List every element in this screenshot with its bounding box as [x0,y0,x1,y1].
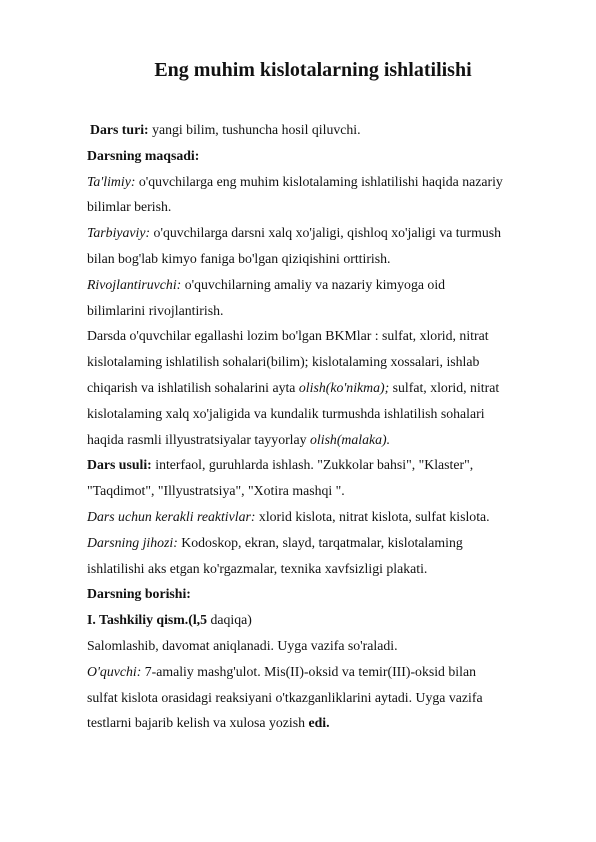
text-dars-usuli-cont: "Taqdimot", "Illyustratsiya", "Xotira mashqi ". [87,483,345,499]
text-oquvchi-cont-1: sulfat kislota orasidagi reaksiyani o'tkazganliklarini aytadi. Uyga vazifa [87,689,483,705]
label-dars-usuli: Dars usuli: [87,457,152,473]
text-rivojlantiruvchi-cont: bilimlarini rivojlantirish. [87,302,224,318]
line-oquvchi-cont-1 [87,685,557,711]
line-bkm-3 [87,375,557,401]
line-dars-usuli [87,452,557,478]
text-tarbiyaviy-cont: bilan bog'lab kimyo faniga bo'lgan qiziqishini orttirish. [87,250,391,266]
line-tarbiyaviy-cont [87,246,557,272]
line-reaktivlar [87,504,557,530]
label-tarbiyaviy: Tarbiyaviy: [87,225,151,241]
text-oquvchi: 7-amaliy mashg'ulot. Mis(II)-oksid va temir(III)-oksid bilan [141,663,476,679]
text-bkm-5: haqida rasmli illyustratsiyalar tayyorlay [87,431,310,447]
label-tashkiliy-qism: I. Tashkiliy qism.(l,5 [87,612,208,628]
line-jihozi [87,530,557,556]
line-borishi-heading [87,581,557,607]
text-oquvchi-bold-end: edi. [308,715,330,731]
heading-darsning-maqsadi: Darsning maqsadi: [87,147,200,163]
line-talimiy-cont [87,194,557,220]
line-talimiy [87,169,557,195]
text-rivojlantiruvchi: o'quvchilarning amaliy va nazariy kimyoga oid [181,276,446,292]
label-reaktivlar: Dars uchun kerakli reaktivlar: [87,508,256,524]
text-bkm-3-italic: olish(ko'nikma); [298,379,390,395]
text-bkm-4: kislotalaming xalq xo'jaligida va kundalik turmushda ishlatilish sohalari [87,405,485,421]
line-maqsadi-heading [87,143,557,169]
line-dars-usuli-cont [87,478,557,504]
text-dars-turi: yangi bilim, tushuncha hosil qiluvchi. [148,122,361,137]
document-body [87,117,557,736]
text-talimiy: o'quvchilarga eng muhim kislotalaming ishlatilishi haqida nazariy [135,173,503,189]
text-bkm-1: Darsda o'quvchilar egallashi lozim bo'lgan BKMlar : sulfat, xlorid, nitrat [87,328,489,344]
text-bkm-5-italic: olish(malaka). [310,431,391,447]
line-oquvchi-cont-2 [87,710,557,736]
label-oquvchi: O'quvchi: [87,663,142,679]
text-bkm-3b: sulfat, xlorid, nitrat [389,379,500,395]
text-tashkiliy-qism: daqiqa) [207,612,252,628]
label-rivojlantiruvchi: Rivojlantiruvchi: [87,276,182,292]
line-bkm-2 [87,349,557,375]
line-tashkiliy [87,607,557,633]
text-jihozi-cont: ishlatilishi aks etgan ko'rgazmalar, texnika xavfsizligi plakati. [87,560,428,576]
document-title: Eng muhim kislotalarning ishlatilishi [154,59,472,81]
text-dars-usuli: interfaol, guruhlarda ishlash. "Zukkolar bahsi", "Klaster", [151,457,474,473]
label-dars-turi: Dars turi: [90,122,149,137]
text-jihozi: Kodoskop, ekran, slayd, tarqatmalar, kislotalaming [177,534,463,550]
line-tarbiyaviy [87,220,557,246]
line-bkm-1 [87,323,557,349]
text-tarbiyaviy: o'quvchilarga darsni xalq xo'jaligi, qishloq xo'jaligi va turmush [150,225,502,241]
line-rivojlantiruvchi [87,272,557,298]
text-salomlashib: Salomlashib, davomat aniqlanadi. Uyga vazifa so'raladi. [87,637,398,653]
line-bkm-5 [87,427,557,453]
line-dars-turi [87,117,557,143]
text-bkm-3a: chiqarish va ishlatilish sohalarini ayta [87,379,299,395]
label-jihozi: Darsning jihozi: [87,534,178,550]
line-rivojlantiruvchi-cont [87,298,557,324]
text-reaktivlar: xlorid kislota, nitrat kislota, sulfat kislota. [255,508,490,524]
line-bkm-4 [87,401,557,427]
line-salomlashib [87,633,557,659]
text-talimiy-cont: bilimlar berish. [87,199,172,215]
label-talimiy: Ta'limiy: [87,173,136,189]
line-oquvchi [87,659,557,685]
heading-darsning-borishi: Darsning borishi: [87,586,191,602]
text-bkm-2: kislotalaming ishlatilish sohalari(bilim); kislotalaming xossalari, ishlab [87,354,480,370]
line-jihozi-cont [87,556,557,582]
text-oquvchi-cont-2: testlarni bajarib kelish va xulosa yozish [87,715,309,731]
